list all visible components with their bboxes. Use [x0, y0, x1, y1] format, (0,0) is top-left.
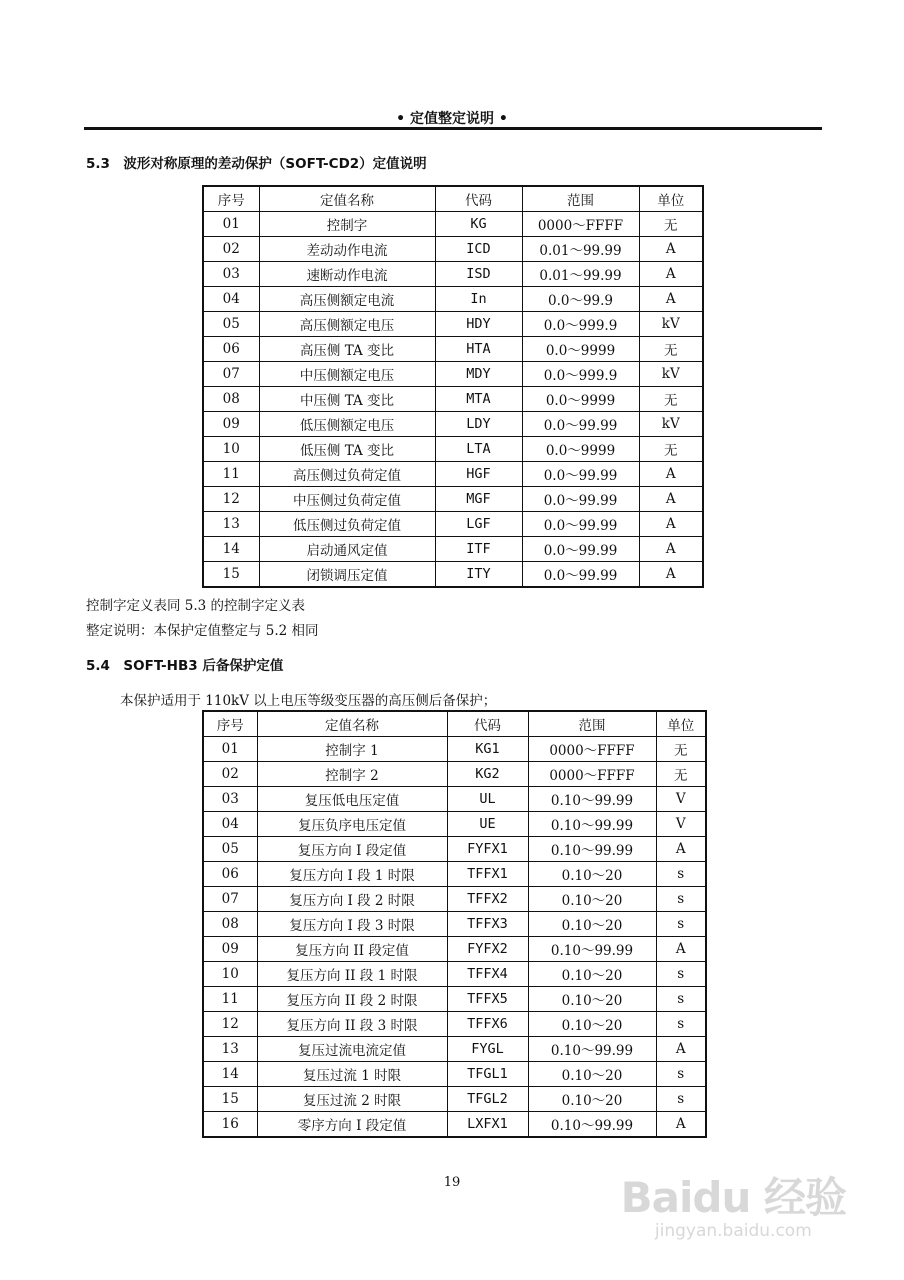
cell-col-unit: kV [639, 362, 703, 387]
cell-col-setting-name: 速断动作电流 [259, 262, 435, 287]
cell-col-index: 10 [203, 962, 257, 987]
cell-col-unit: s [656, 987, 706, 1012]
cell-col-range: 0000～FFFF [522, 212, 639, 237]
cell-col-code: KG [435, 212, 522, 237]
cell-col-unit: s [656, 1087, 706, 1112]
cell-col-code: TFFX4 [447, 962, 528, 987]
cell-col-code: In [435, 287, 522, 312]
table-row [203, 262, 703, 287]
settings-table-5-3 [202, 185, 704, 588]
cell-col-index: 02 [203, 237, 259, 262]
cell-col-index: 15 [203, 1087, 257, 1112]
cell-col-range: 0.0～99.9 [522, 287, 639, 312]
section-5-3-heading: 5.3 波形对称原理的差动保护（SOFT-CD2）定值说明 [86, 156, 427, 172]
table-row [203, 462, 703, 487]
table-row [203, 912, 706, 937]
cell-col-code: FYGL [447, 1037, 528, 1062]
cell-col-setting-name: 高压侧 TA 变比 [259, 337, 435, 362]
cell-col-setting-name: 中压侧过负荷定值 [259, 487, 435, 512]
header-col-range: 范围 [528, 711, 656, 737]
cell-col-setting-name: 中压侧额定电压 [259, 362, 435, 387]
cell-col-setting-name: 零序方向 I 段定值 [257, 1112, 447, 1138]
header-col-code: 代码 [435, 186, 522, 212]
settings-table-5-4 [202, 710, 707, 1138]
cell-col-code: HTA [435, 337, 522, 362]
cell-col-index: 01 [203, 212, 259, 237]
cell-col-index: 12 [203, 1012, 257, 1037]
cell-col-setting-name: 复压过流电流定值 [257, 1037, 447, 1062]
header-col-unit: 单位 [639, 186, 703, 212]
cell-col-range: 0000～FFFF [528, 737, 656, 762]
cell-col-index: 05 [203, 312, 259, 337]
cell-col-unit: A [656, 937, 706, 962]
cell-col-unit: 无 [639, 337, 703, 362]
cell-col-code: TFFX6 [447, 1012, 528, 1037]
cell-col-index: 13 [203, 512, 259, 537]
table-row [203, 787, 706, 812]
cell-col-index: 13 [203, 1037, 257, 1062]
cell-col-unit: s [656, 1012, 706, 1037]
cell-col-range: 0.0～99.99 [522, 462, 639, 487]
cell-col-unit: 无 [639, 212, 703, 237]
cell-col-range: 0.10～20 [528, 962, 656, 987]
cell-col-code: TFGL2 [447, 1087, 528, 1112]
cell-col-unit: V [656, 812, 706, 837]
cell-col-range: 0.10～20 [528, 912, 656, 937]
cell-col-setting-name: 低压侧额定电压 [259, 412, 435, 437]
cell-col-index: 14 [203, 1062, 257, 1087]
table-row [203, 237, 703, 262]
cell-col-unit: s [656, 962, 706, 987]
cell-col-code: TFFX2 [447, 887, 528, 912]
table-row [203, 987, 706, 1012]
cell-col-range: 0000～FFFF [528, 762, 656, 787]
cell-col-range: 0.0～99.99 [522, 512, 639, 537]
table-row [203, 362, 703, 387]
header-rule [84, 127, 822, 130]
table-row [203, 837, 706, 862]
cell-col-range: 0.10～99.99 [528, 937, 656, 962]
cell-col-unit: 无 [656, 737, 706, 762]
cell-col-setting-name: 控制字 1 [257, 737, 447, 762]
cell-col-setting-name: 高压侧额定电压 [259, 312, 435, 337]
section-5-4-intro: 本保护适用于 110kV 以上电压等级变压器的高压侧后备保护； [120, 693, 497, 709]
cell-col-range: 0.10～99.99 [528, 1037, 656, 1062]
cell-col-setting-name: 复压低电压定值 [257, 787, 447, 812]
cell-col-range: 0.10～20 [528, 862, 656, 887]
page-header-title: • 定值整定说明 • [396, 111, 508, 127]
cell-col-unit: A [639, 512, 703, 537]
cell-col-index: 03 [203, 787, 257, 812]
cell-col-code: LTA [435, 437, 522, 462]
baidu-jingyan-watermark [621, 1165, 846, 1241]
cell-col-index: 06 [203, 862, 257, 887]
page-number: 19 [443, 1175, 461, 1190]
cell-col-setting-name: 复压方向 I 段 3 时限 [257, 912, 447, 937]
table-row [203, 862, 706, 887]
cell-col-code: TFGL1 [447, 1062, 528, 1087]
cell-col-setting-name: 低压侧 TA 变比 [259, 437, 435, 462]
header-col-index: 序号 [203, 711, 257, 737]
table-row [203, 962, 706, 987]
cell-col-range: 0.0～9999 [522, 437, 639, 462]
cell-col-setting-name: 高压侧额定电流 [259, 287, 435, 312]
cell-col-range: 0.10～20 [528, 887, 656, 912]
table-row [203, 812, 706, 837]
cell-col-unit: A [639, 262, 703, 287]
cell-col-setting-name: 闭锁调压定值 [259, 562, 435, 588]
cell-col-code: LGF [435, 512, 522, 537]
table-row [203, 1087, 706, 1112]
cell-col-index: 11 [203, 987, 257, 1012]
cell-col-range: 0.0～99.99 [522, 562, 639, 588]
cell-col-unit: s [656, 1062, 706, 1087]
cell-col-index: 07 [203, 887, 257, 912]
table-row [203, 437, 703, 462]
cell-col-index: 16 [203, 1112, 257, 1138]
table-row [203, 887, 706, 912]
cell-col-setting-name: 低压侧过负荷定值 [259, 512, 435, 537]
table-row [203, 1037, 706, 1062]
table-row [203, 212, 703, 237]
cell-col-unit: A [639, 487, 703, 512]
header-col-index: 序号 [203, 186, 259, 212]
cell-col-index: 08 [203, 387, 259, 412]
table-row [203, 287, 703, 312]
table-row [203, 312, 703, 337]
cell-col-code: HGF [435, 462, 522, 487]
cell-col-range: 0.0～99.99 [522, 487, 639, 512]
cell-col-setting-name: 启动通风定值 [259, 537, 435, 562]
cell-col-code: HDY [435, 312, 522, 337]
cell-col-range: 0.10～20 [528, 987, 656, 1012]
cell-col-unit: 无 [639, 387, 703, 412]
cell-col-unit: 无 [639, 437, 703, 462]
cell-col-range: 0.10～99.99 [528, 787, 656, 812]
cell-col-range: 0.10～99.99 [528, 837, 656, 862]
cell-col-unit: s [656, 862, 706, 887]
cell-col-range: 0.01～99.99 [522, 237, 639, 262]
cell-col-index: 14 [203, 537, 259, 562]
watermark-logo: Baidu 经验 [620, 1173, 846, 1222]
table-row [203, 337, 703, 362]
cell-col-range: 0.10～20 [528, 1062, 656, 1087]
cell-col-index: 01 [203, 737, 257, 762]
cell-col-setting-name: 高压侧过负荷定值 [259, 462, 435, 487]
cell-col-range: 0.0～99.99 [522, 537, 639, 562]
cell-col-code: LDY [435, 412, 522, 437]
cell-col-code: FYFX1 [447, 837, 528, 862]
cell-col-unit: A [639, 287, 703, 312]
cell-col-unit: A [656, 1037, 706, 1062]
cell-col-code: FYFX2 [447, 937, 528, 962]
table-row [203, 487, 703, 512]
cell-col-code: UL [447, 787, 528, 812]
cell-col-index: 05 [203, 837, 257, 862]
cell-col-setting-name: 控制字 2 [257, 762, 447, 787]
cell-col-setting-name: 复压方向 II 段 3 时限 [257, 1012, 447, 1037]
table-row [203, 412, 703, 437]
cell-col-index: 03 [203, 262, 259, 287]
cell-col-code: MDY [435, 362, 522, 387]
cell-col-index: 04 [203, 812, 257, 837]
cell-col-unit: A [639, 562, 703, 588]
cell-col-index: 12 [203, 487, 259, 512]
table-row [203, 512, 703, 537]
cell-col-code: TFFX5 [447, 987, 528, 1012]
header-col-unit: 单位 [656, 711, 706, 737]
cell-col-index: 10 [203, 437, 259, 462]
cell-col-code: ITF [435, 537, 522, 562]
table-row [203, 1012, 706, 1037]
cell-col-code: UE [447, 812, 528, 837]
cell-col-setting-name: 复压方向 II 段定值 [257, 937, 447, 962]
cell-col-unit: kV [639, 312, 703, 337]
cell-col-setting-name: 复压过流 2 时限 [257, 1087, 447, 1112]
header-col-setting-name: 定值名称 [257, 711, 447, 737]
cell-col-setting-name: 复压过流 1 时限 [257, 1062, 447, 1087]
watermark-url: jingyan.baidu.com [654, 1221, 812, 1241]
cell-col-index: 06 [203, 337, 259, 362]
cell-col-code: ISD [435, 262, 522, 287]
cell-col-code: ITY [435, 562, 522, 588]
header-col-range: 范围 [522, 186, 639, 212]
cell-col-index: 02 [203, 762, 257, 787]
cell-col-range: 0.0～9999 [522, 337, 639, 362]
table-row [203, 737, 706, 762]
cell-col-unit: V [656, 787, 706, 812]
cell-col-unit: A [656, 1112, 706, 1138]
cell-col-range: 0.0～99.99 [522, 412, 639, 437]
table-header-row [203, 711, 706, 737]
cell-col-code: TFFX3 [447, 912, 528, 937]
cell-col-range: 0.0～999.9 [522, 312, 639, 337]
cell-col-setting-name: 复压方向 I 段 1 时限 [257, 862, 447, 887]
cell-col-setting-name: 复压方向 II 段 1 时限 [257, 962, 447, 987]
table-row [203, 387, 703, 412]
cell-col-range: 0.10～20 [528, 1087, 656, 1112]
cell-col-index: 04 [203, 287, 259, 312]
cell-col-setting-name: 复压方向 I 段定值 [257, 837, 447, 862]
cell-col-unit: A [639, 537, 703, 562]
cell-col-code: TFFX1 [447, 862, 528, 887]
table-header-row [203, 186, 703, 212]
cell-col-setting-name: 复压方向 I 段 2 时限 [257, 887, 447, 912]
cell-col-unit: kV [639, 412, 703, 437]
cell-col-setting-name: 差动动作电流 [259, 237, 435, 262]
table-row [203, 1062, 706, 1087]
cell-col-setting-name: 控制字 [259, 212, 435, 237]
cell-col-code: KG1 [447, 737, 528, 762]
cell-col-code: MGF [435, 487, 522, 512]
cell-col-range: 0.0～9999 [522, 387, 639, 412]
cell-col-unit: A [639, 237, 703, 262]
cell-col-range: 0.10～99.99 [528, 812, 656, 837]
cell-col-range: 0.10～99.99 [528, 1112, 656, 1138]
header-col-code: 代码 [447, 711, 528, 737]
section-5-4-heading: 5.4 SOFT-HB3 后备保护定值 [86, 658, 284, 674]
cell-col-unit: s [656, 887, 706, 912]
control-word-note: 控制字定义表同 5.3 的控制字定义表 [86, 598, 306, 614]
table-row [203, 562, 703, 588]
cell-col-range: 0.01～99.99 [522, 262, 639, 287]
cell-col-index: 07 [203, 362, 259, 387]
cell-col-range: 0.10～20 [528, 1012, 656, 1037]
table-row [203, 762, 706, 787]
cell-col-unit: s [656, 912, 706, 937]
cell-col-index: 08 [203, 912, 257, 937]
cell-col-setting-name: 复压方向 II 段 2 时限 [257, 987, 447, 1012]
cell-col-index: 09 [203, 937, 257, 962]
cell-col-unit: 无 [656, 762, 706, 787]
cell-col-code: KG2 [447, 762, 528, 787]
cell-col-code: MTA [435, 387, 522, 412]
cell-col-range: 0.0～999.9 [522, 362, 639, 387]
cell-col-index: 09 [203, 412, 259, 437]
cell-col-index: 15 [203, 562, 259, 588]
table-row [203, 1112, 706, 1138]
cell-col-index: 11 [203, 462, 259, 487]
cell-col-code: ICD [435, 237, 522, 262]
cell-col-setting-name: 中压侧 TA 变比 [259, 387, 435, 412]
table-row [203, 537, 703, 562]
cell-col-unit: A [656, 837, 706, 862]
setting-instruction-note: 整定说明：本保护定值整定与 5.2 相同 [86, 623, 319, 639]
table-row [203, 937, 706, 962]
cell-col-unit: A [639, 462, 703, 487]
cell-col-code: LXFX1 [447, 1112, 528, 1138]
header-col-setting-name: 定值名称 [259, 186, 435, 212]
cell-col-setting-name: 复压负序电压定值 [257, 812, 447, 837]
